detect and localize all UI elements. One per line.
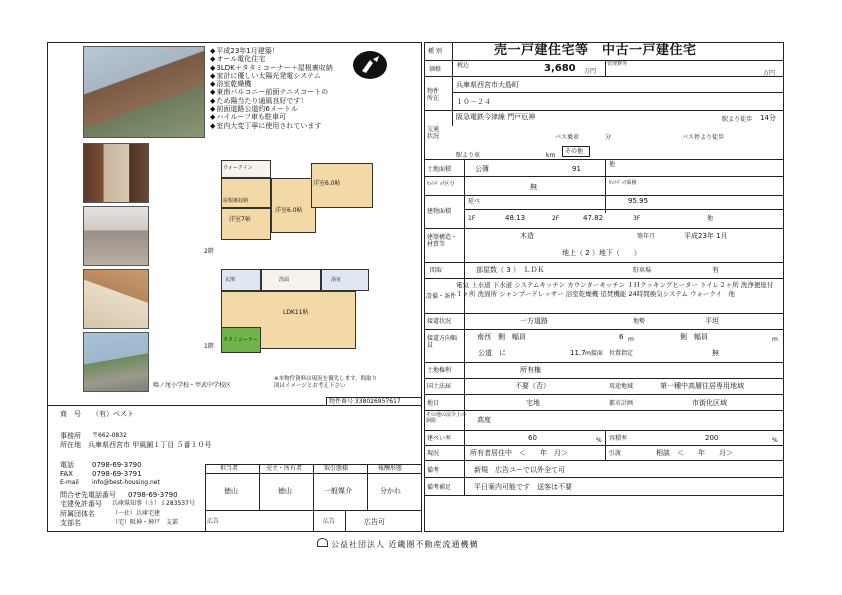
logo-badge — [353, 51, 387, 79]
current-use-value: 宅地 — [526, 399, 540, 407]
staff-value: 分かれ — [380, 487, 401, 495]
row-line — [424, 176, 784, 177]
staff-header: 報酬形態 — [378, 465, 403, 472]
tel-label: 電話 — [60, 461, 74, 469]
price-unit: 万円 — [584, 68, 597, 75]
row-line — [424, 378, 784, 379]
remarks-value: 新規 広告ユーで以外全て可 — [474, 466, 565, 474]
row-line — [424, 430, 784, 431]
road-m-unit: m — [628, 336, 634, 343]
road-dir-label: 接道方向幅員 — [427, 335, 458, 349]
f2-value: 47.82 — [583, 214, 604, 222]
room-label: 屋根裏収納 — [223, 198, 249, 204]
position-value: 無 — [712, 349, 719, 357]
setback-value: 無 — [530, 183, 537, 191]
frontage-value: 11.7 — [570, 349, 586, 357]
staff-value: 一般媒介 — [324, 487, 352, 495]
office-label: 事務所 — [60, 432, 81, 440]
layout-label: 間取 — [430, 267, 443, 274]
floors-value: 地上（ 2 ）地下（ ） — [562, 249, 641, 257]
footer-org — [317, 538, 479, 550]
staff-value: 徳山 — [224, 487, 238, 495]
land-use-label: 用途地域 — [609, 383, 634, 390]
feature-item: ◆ 室内大変丁寧に使用されています — [210, 122, 350, 130]
association-label: 所属団体名 — [60, 510, 95, 518]
parking-label: 駐車場 — [633, 267, 652, 274]
floor1-label: 1階 — [204, 343, 214, 350]
road-status-value: 一方道路 — [520, 317, 548, 325]
feature-item: ◆ オール電化住宅 — [210, 55, 350, 63]
other-restrict-value: 高度 — [477, 416, 491, 424]
other-transport-label: その他 — [565, 148, 584, 155]
handover-value: 相談 ＜ 年 月＞ — [656, 449, 733, 457]
fax-label: FAX — [60, 470, 73, 478]
far-unit: % — [772, 437, 778, 444]
current-use-label: 地目 — [427, 400, 440, 407]
km-unit: km — [546, 152, 556, 159]
road-width-value: 6 — [619, 333, 624, 341]
equipment-text — [456, 281, 778, 299]
price-label: 価格 — [429, 66, 442, 73]
room-label: 洋室6.0帖 — [313, 180, 341, 187]
fax-value: 0798-69-3791 — [92, 470, 142, 478]
association-value: （一社）兵庫宅建 — [112, 510, 161, 517]
road-dir-value: 南西 側 幅員 — [477, 333, 526, 341]
price-value: 3,680 — [544, 63, 576, 74]
remarks2-label: 備考補足 — [427, 484, 452, 491]
walk-value: 14分 — [760, 114, 776, 122]
road-m-unit-2: m — [772, 336, 778, 343]
footer-org-text: 公益社団法人 近畿圏不動産流通機構 — [331, 540, 479, 549]
feature-item: ◆ 浴室乾燥機 — [210, 80, 350, 88]
ad-label: 広告 — [323, 518, 336, 525]
room-2f-e — [221, 208, 271, 240]
disclaimer-text: ※本物件資料は現況を優先します。間取り図はイメージとお考え下さい — [274, 376, 378, 389]
structure-label: 建築構造・材質等 — [427, 234, 458, 248]
interior-photo-entrance — [83, 143, 149, 203]
row-line — [424, 159, 784, 160]
equipment-value: 電気 上水道 下水道 システムキッチン カウンターキッチン ＩＨクッキングヒーター トイレ２ヶ所 洗浄便座付１ヶ所 洗面所 シャンプードレッサー 浴室乾燥機 追焚機能 24時間換気システム ウォークイ 他 — [456, 281, 774, 298]
row-line — [424, 262, 784, 263]
row-line — [452, 92, 784, 93]
postal: 〒662-0832 — [92, 432, 127, 439]
floorplan-1f — [213, 265, 383, 365]
walk-label: 駅より徒歩 — [722, 116, 753, 123]
transport-label: 交通状況 — [427, 126, 440, 140]
public-road: 公道 に — [478, 349, 506, 357]
floorplan-2f — [213, 155, 383, 255]
address-line1: 兵庫県西宮市大島町 — [456, 81, 519, 89]
land-use-value: 第一種中高層住居専用地域 — [660, 382, 744, 390]
branch-label: 支部名 — [60, 519, 81, 527]
room-label: 玄関 — [225, 277, 236, 283]
staff-table-line — [259, 464, 260, 510]
room-1f-c — [321, 269, 369, 291]
row-line — [424, 394, 784, 395]
office-address-text: 兵庫県西宮市 甲風園１丁目 ５番１０号 — [88, 441, 212, 449]
feature-item: ◆ ため陽当たり通風良好です！ — [210, 97, 350, 105]
feature-item: ◆ 家計に優しい太陽光発電システム — [210, 72, 350, 80]
address-line2: １０－２４ — [456, 98, 491, 106]
feature-item: ◆ 前面道路公道約6メートル — [210, 105, 350, 113]
far-value: 200 — [705, 434, 719, 442]
feature-item: ◆ 平成23年1月建築！ — [210, 47, 350, 55]
col-line — [464, 159, 465, 495]
floor2-label: 2階 — [204, 248, 214, 255]
room-label: ウォークイン — [223, 165, 253, 171]
row-line — [424, 76, 784, 77]
handover-label: 引渡 — [609, 450, 622, 457]
staff-header: 売主・所有者 — [266, 465, 303, 472]
station-line: 阪急電鉄今津線 門戸厄神 — [456, 113, 536, 121]
total-floor-value: 95.95 — [628, 197, 649, 205]
bcr-value: 60 — [528, 434, 537, 442]
footer-logo-icon — [317, 538, 328, 547]
staff-value: 徳山 — [278, 487, 292, 495]
row-line — [424, 313, 784, 314]
bcr-label: 建ぺい率 — [427, 435, 452, 442]
reg-number: 物件番号 338026957617 — [329, 398, 401, 405]
built-label: 築年月 — [637, 233, 656, 240]
setback-label: ｾｯﾄﾊﾞｯｸ区分 — [427, 181, 455, 187]
f1-label: 1F — [468, 215, 476, 222]
bus-walk-label: バス停より徒歩 — [682, 134, 725, 141]
f3-label: 3F — [633, 215, 641, 222]
parking-value: 有 — [712, 266, 719, 274]
branch-value: （宅）阪神・神戸 支部 — [112, 519, 179, 526]
status-label: 現況 — [427, 450, 440, 457]
other-restrict-label: その他の法令上の制限 — [426, 412, 467, 424]
ad-value: 広告可 — [364, 518, 385, 526]
frontage-suffix: m接面 — [585, 350, 603, 357]
email-label: E-mail — [60, 479, 79, 486]
office-address-label: 所在地 — [60, 441, 88, 449]
feature-item: ◆ 東南バルコニー前面テニスコートの — [210, 88, 350, 96]
reg-number-box — [326, 397, 422, 406]
col-line — [605, 60, 606, 76]
land-area-label: 土地面積 — [427, 166, 452, 173]
feature-item: ◆ 3LDK＋タタミコーナー＋屋根裏収納 — [210, 64, 350, 72]
far-label: 容積率 — [609, 435, 628, 442]
total-floor-label: 延べ — [468, 198, 481, 205]
listing-title: 売一戸建住宅等 中古一戸建住宅 — [494, 43, 697, 58]
row-line — [424, 477, 784, 478]
row-line — [424, 495, 784, 496]
f2-label: 2F — [552, 215, 560, 222]
interior-photo-bath — [83, 269, 149, 329]
structure-value: 木造 — [520, 232, 534, 240]
license-value: 兵庫県知事（３）１283537号 — [112, 500, 195, 507]
row-line — [424, 445, 784, 446]
contact-tel-value: 0798-69-3790 — [128, 491, 178, 499]
mgmt-fee-unit: 万円 — [763, 70, 776, 77]
staff-table-line — [313, 464, 314, 532]
row-line — [424, 460, 784, 461]
remarks2-value: 平日案内可能です 送客は不要 — [474, 483, 572, 491]
land-type: 公簿 — [475, 165, 489, 173]
land-rights-label: 土地権利 — [427, 367, 452, 374]
national-law-value: 不要（否） — [515, 382, 550, 390]
company-name: （有）ベスト — [92, 410, 134, 418]
position-label: 位置指定 — [609, 350, 634, 357]
contact-tel-label: 問合せ先電話番号 — [60, 491, 116, 499]
built-value: 平成23年 1月 — [684, 232, 728, 240]
row-line — [424, 228, 784, 229]
row-line — [424, 362, 784, 363]
road-status-label: 接道状況 — [427, 318, 452, 325]
staff-table-line — [367, 464, 368, 510]
f1-value: 48.13 — [505, 214, 526, 222]
row-line — [424, 278, 784, 279]
equipment-label: 設備・条件 — [426, 293, 457, 300]
room-1f-b — [261, 269, 321, 291]
features-list — [210, 47, 350, 130]
office-address — [60, 441, 211, 449]
setback-area-label: ｾｯﾄﾊﾞｯｸ面積 — [609, 180, 637, 186]
staff-header: 取引態様 — [324, 465, 349, 472]
feature-item: ◆ ハイルーフ車も駐車可 — [210, 113, 350, 121]
national-law-label: 国土法届 — [427, 383, 452, 390]
tax-label: 税込 — [457, 62, 470, 69]
other-transport-box — [562, 146, 590, 157]
row-line — [424, 60, 784, 61]
tel-value: 0798-69-3790 — [92, 461, 142, 469]
layout-value: 部屋数（ 3 ） ＬＤＫ — [476, 266, 545, 274]
room-2f-c — [271, 178, 316, 233]
type-label: 種 別 — [428, 48, 442, 55]
station-km-label: 駅より車 — [456, 152, 481, 159]
row-line — [424, 195, 784, 196]
disclaimer — [274, 376, 382, 390]
room-label: タタミコーナー — [223, 337, 259, 343]
row-line — [424, 110, 784, 111]
bcr-unit: % — [596, 437, 602, 444]
bus-unit: 分 — [605, 134, 612, 141]
remarks-label: 備考 — [427, 467, 440, 474]
staff-header: 担当者 — [220, 465, 239, 472]
room-label: 洋室6.0帖 — [275, 207, 303, 214]
exterior-photo-view — [83, 332, 149, 392]
other-area-label: 他 — [609, 161, 616, 168]
room-label: 洋室7帖 — [229, 216, 251, 223]
col-line — [452, 42, 453, 126]
status-value: 所有者居住中 ＜ 年 月＞ — [470, 449, 568, 457]
school-note: 鳴ノ尾小学校・甲武中学校区 — [153, 382, 232, 389]
terrain-label: 地勢 — [633, 318, 646, 325]
building-area-label: 建物面積 — [427, 208, 452, 215]
location-label: 物件所在 — [427, 88, 440, 102]
mgmt-fee-label: 管理費等 — [607, 61, 628, 67]
license-label: 宅建免許番号 — [60, 500, 102, 508]
staff-table-line — [345, 510, 346, 532]
company-label: 商 号 — [60, 410, 81, 418]
road-dir2-value: 側 幅員 — [680, 333, 708, 341]
city-plan-value: 市街化区域 — [692, 399, 727, 407]
row-line — [464, 209, 784, 210]
email-value[interactable]: info@best-housing.net — [92, 479, 160, 486]
ad-label: 広告 — [207, 518, 220, 525]
col-line — [605, 159, 606, 213]
terrain-value: 平坦 — [705, 317, 719, 325]
interior-photo-kitchen — [83, 206, 149, 266]
land-area-value: 91 — [572, 165, 581, 173]
other-floor-label: 他 — [707, 215, 714, 222]
room-label: 洗面 — [279, 277, 290, 283]
row-line — [424, 329, 784, 330]
bus-label: バス乗車 — [555, 134, 580, 141]
land-rights-value: 所有権 — [520, 366, 541, 374]
room-label: 浴室 — [331, 277, 342, 283]
exterior-photo — [83, 46, 205, 138]
room-label: LDK11帖 — [283, 309, 309, 316]
city-plan-label: 都市計画 — [609, 400, 634, 407]
row-line — [424, 410, 784, 411]
